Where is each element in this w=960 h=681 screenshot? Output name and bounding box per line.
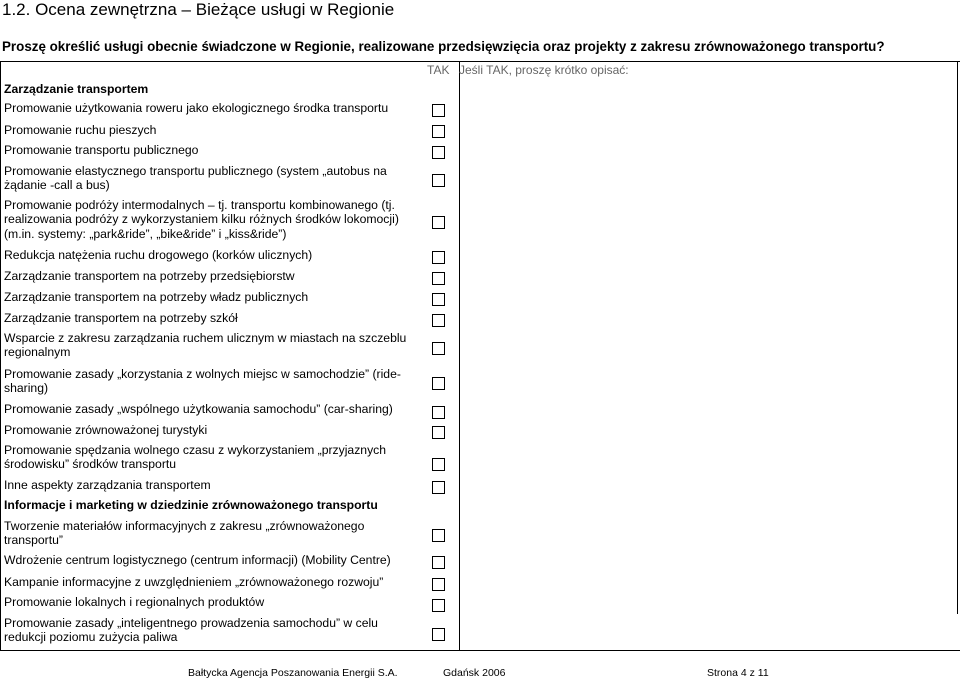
service-label: Promowanie ruchu pieszych	[4, 123, 157, 137]
service-label: Zarządzanie transportem na potrzeby przedsiębiorstw	[4, 269, 295, 283]
tak-checkbox[interactable]	[432, 377, 445, 390]
tak-checkbox[interactable]	[432, 342, 445, 355]
tak-checkbox[interactable]	[432, 251, 445, 264]
tak-checkbox[interactable]	[432, 578, 445, 591]
service-label: Kampanie informacyjne z uwzględnieniem „zrównoważonego rozwoju”	[4, 575, 384, 589]
table-bottom-border	[0, 650, 960, 651]
tak-checkbox[interactable]	[432, 599, 445, 612]
service-label: Promowanie spędzania wolnego czasu z wykorzystaniem „przyjaznych środowisku” środków transportu	[4, 443, 387, 472]
service-label: Zarządzanie transportem na potrzeby władz publicznych	[4, 290, 309, 304]
service-label: Promowanie zasady „korzystania z wolnych miejsc w samochodzie” (ride-sharing)	[4, 367, 401, 396]
tak-checkbox[interactable]	[432, 481, 445, 494]
footer-page-number: Strona 4 z 11	[707, 667, 769, 679]
tak-checkbox[interactable]	[432, 406, 445, 419]
tak-checkbox[interactable]	[432, 146, 445, 159]
service-label: Promowanie użytkowania roweru jako ekologicznego środka transportu	[4, 101, 389, 115]
service-label: Tworzenie materiałów informacyjnych z zakresu „zrównoważonego transportu”	[4, 519, 365, 548]
service-label: Promowanie transportu publicznego	[4, 143, 199, 157]
service-label: Redukcja natężenia ruchu drogowego (korków ulicznych)	[4, 248, 313, 262]
question-text: Proszę określić usługi obecnie świadczone w Regionie, realizowane przedsięwzięcia oraz projekty z zakresu zrównoważonego transportu?	[2, 39, 885, 54]
section-title: Zarządzanie transportem	[4, 82, 149, 96]
tak-checkbox[interactable]	[432, 125, 445, 138]
tak-checkbox[interactable]	[432, 216, 445, 229]
service-label: Zarządzanie transportem na potrzeby szkół	[4, 311, 238, 325]
tak-checkbox[interactable]	[432, 293, 445, 306]
table-column-divider	[459, 61, 460, 651]
service-label: Promowanie elastycznego transportu publicznego (system „autobus na żądanie -call a bus)	[4, 164, 387, 193]
footer-place-year: Gdańsk 2006	[443, 667, 506, 679]
tak-checkbox[interactable]	[432, 529, 445, 542]
tak-checkbox[interactable]	[432, 458, 445, 471]
tak-checkbox[interactable]	[432, 314, 445, 327]
section-heading: 1.2. Ocena zewnętrzna – Bieżące usługi w Regionie	[2, 0, 395, 19]
table-left-border	[0, 61, 1, 651]
table-right-border	[957, 61, 958, 614]
service-label: Promowanie zrównoważonej turystyki	[4, 423, 208, 437]
tak-checkbox[interactable]	[432, 174, 445, 187]
service-label: Wsparcie z zakresu zarządzania ruchem ulicznym w miastach na szczeblu regionalnym	[4, 331, 407, 360]
service-label: Inne aspekty zarządzania transportem	[4, 478, 211, 492]
service-label: Promowanie podróży intermodalnych – tj. transportu kombinowanego (tj. realizowania podróży z wykorzystaniem kilku różnych środków lokomocji) (m.in. systemy: „park&ride”, „bike&ride” i „kiss&ride”)	[4, 198, 399, 241]
tak-checkbox[interactable]	[432, 426, 445, 439]
tak-checkbox[interactable]	[432, 628, 445, 641]
column-header-tak: TAK	[427, 63, 450, 77]
table-top-border	[0, 61, 960, 62]
service-label: Promowanie lokalnych i regionalnych produktów	[4, 595, 265, 609]
service-label: Promowanie zasady „wspólnego użytkowania samochodu” (car-sharing)	[4, 402, 393, 416]
section-title: Informacje i marketing w dziedzinie zrównoważonego transportu	[4, 498, 378, 512]
service-label: Promowanie zasady „inteligentnego prowadzenia samochodu” w celu redukcji poziomu zużycia paliwa	[4, 616, 378, 645]
tak-checkbox[interactable]	[432, 272, 445, 285]
footer-organization: Bałtycka Agencja Poszanowania Energii S.A.	[188, 667, 398, 679]
column-header-describe: Jeśli TAK, proszę krótko opisać:	[459, 63, 629, 77]
tak-checkbox[interactable]	[432, 104, 445, 117]
service-label: Wdrożenie centrum logistycznego (centrum informacji) (Mobility Centre)	[4, 553, 391, 567]
tak-checkbox[interactable]	[432, 556, 445, 569]
